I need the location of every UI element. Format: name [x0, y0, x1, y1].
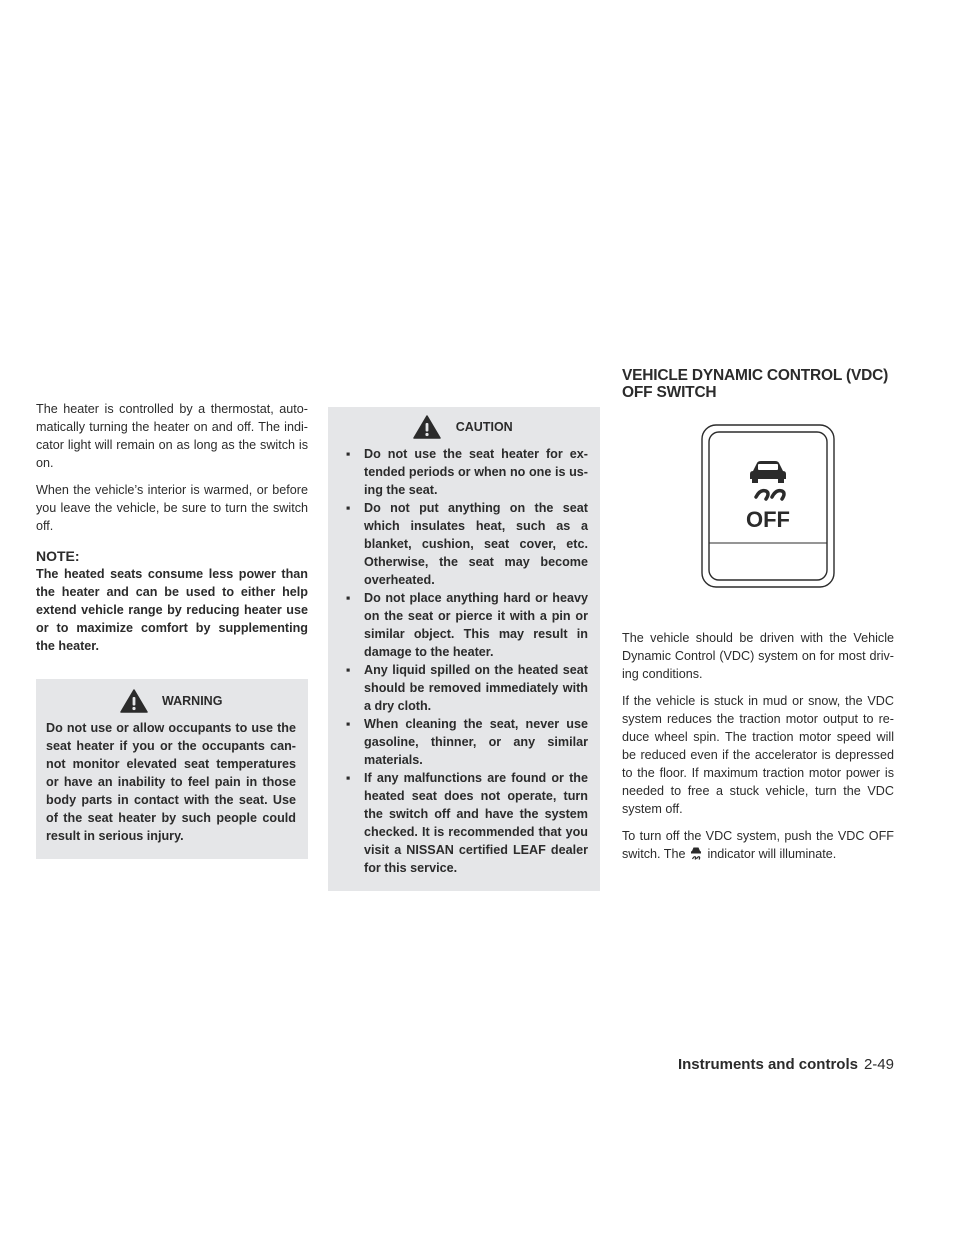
page-number: 2-49: [863, 1056, 894, 1073]
caution-item-text: Do not put anything on the seat which insulates heat, such as a blanket, cushion, seat cover, etc. Otherwise, the seat may become overheated.: [364, 501, 588, 587]
bullet: ▪: [346, 447, 351, 461]
thermostat-paragraph: The heater is controlled by a thermostat, automatically turning the heater on and off. The indicator light will remain on as long as the switch is on.: [36, 402, 308, 470]
note-heading: NOTE:: [36, 548, 80, 564]
caution-title: CAUTION: [455, 420, 513, 434]
bullet: ▪: [346, 771, 351, 785]
vdc-indicator-icon: [689, 845, 703, 861]
vdc-paragraph-3-start: To turn off the VDC system, push the VDC OFF switch. The: [622, 829, 894, 861]
middle-column: [328, 407, 600, 891]
vdc-paragraph-3: [622, 827, 894, 863]
left-column: [36, 400, 308, 859]
bullet: ▪: [346, 663, 351, 677]
caution-item: [338, 769, 588, 877]
vdc-title-line1: VEHICLE DYNAMIC CONTROL (VDC): [622, 367, 889, 384]
caution-item: [338, 445, 588, 499]
note-text: The heated seats consume less power than the heater and can be used to either help extend vehicle range by reducing heater use or to maximize comfort by supplementing the heater.: [36, 567, 308, 653]
caution-item: [338, 715, 588, 769]
footer-section-name: Instruments and controls: [677, 1056, 858, 1073]
caution-item-text: If any malfunctions are found or the heated seat does not operate, turn the switch off and have the system checked. It is recommended that you visit a NISSAN certified LEAF dealer for this service.: [364, 771, 588, 875]
caution-item: [338, 589, 588, 661]
warning-header: [46, 689, 296, 713]
caution-item-text: When cleaning the seat, never use gasoline, thinner, or any similar materials.: [364, 717, 588, 767]
bullet: ▪: [346, 717, 351, 731]
right-column: [622, 367, 894, 872]
caution-item: [338, 499, 588, 589]
warning-box: [36, 679, 308, 859]
vdc-off-switch-illustration: [700, 423, 836, 589]
warning-icon: [120, 689, 148, 713]
page-footer: [678, 1056, 894, 1073]
switch-off-label: OFF: [746, 507, 790, 532]
caution-item-text: Do not place anything hard or heavy on the seat or pierce it with a pin or similar object. This may result in damage to the heater.: [364, 591, 588, 659]
bullet: ▪: [346, 591, 351, 605]
warning-title: WARNING: [162, 694, 223, 708]
warning-text: Do not use or allow occupants to use the seat heater if you or the occupants cannot monitor elevated seat temperatures or have an inability to feel pain in those body parts in contact with the seat. Use of the seat heater by such people could result in serious injury.: [46, 721, 296, 843]
vdc-section-title: [622, 367, 894, 401]
vdc-title-line2: OFF SWITCH: [622, 384, 717, 401]
caution-header: [338, 415, 588, 439]
vdc-paragraph-1: The vehicle should be driven with the Vehicle Dynamic Control (VDC) system on for most driving conditions.: [622, 631, 894, 681]
vdc-paragraph-2: If the vehicle is stuck in mud or snow, the VDC system reduces the traction motor output to reduce wheel spin. The traction motor speed will be reduced even if the accelerator is depressed to the floor. If maximum traction motor power is needed to free a stuck vehicle, turn the VDC system off.: [622, 694, 894, 816]
caution-list: [338, 445, 588, 877]
vdc-switch-drawing: [700, 423, 836, 589]
caution-item-text: Do not use the seat heater for extended periods or when no one is using the seat.: [364, 447, 588, 497]
caution-item-text: Any liquid spilled on the heated seat should be removed immediately with a dry cloth.: [364, 663, 588, 713]
caution-box: [328, 407, 600, 891]
bullet: ▪: [346, 501, 351, 515]
caution-item: [338, 661, 588, 715]
switch-off-paragraph: When the vehicle’s interior is warmed, or before you leave the vehicle, be sure to turn the switch off.: [36, 483, 308, 533]
vdc-paragraph-3-end: indicator will illuminate.: [707, 847, 837, 861]
caution-icon: [413, 415, 441, 439]
